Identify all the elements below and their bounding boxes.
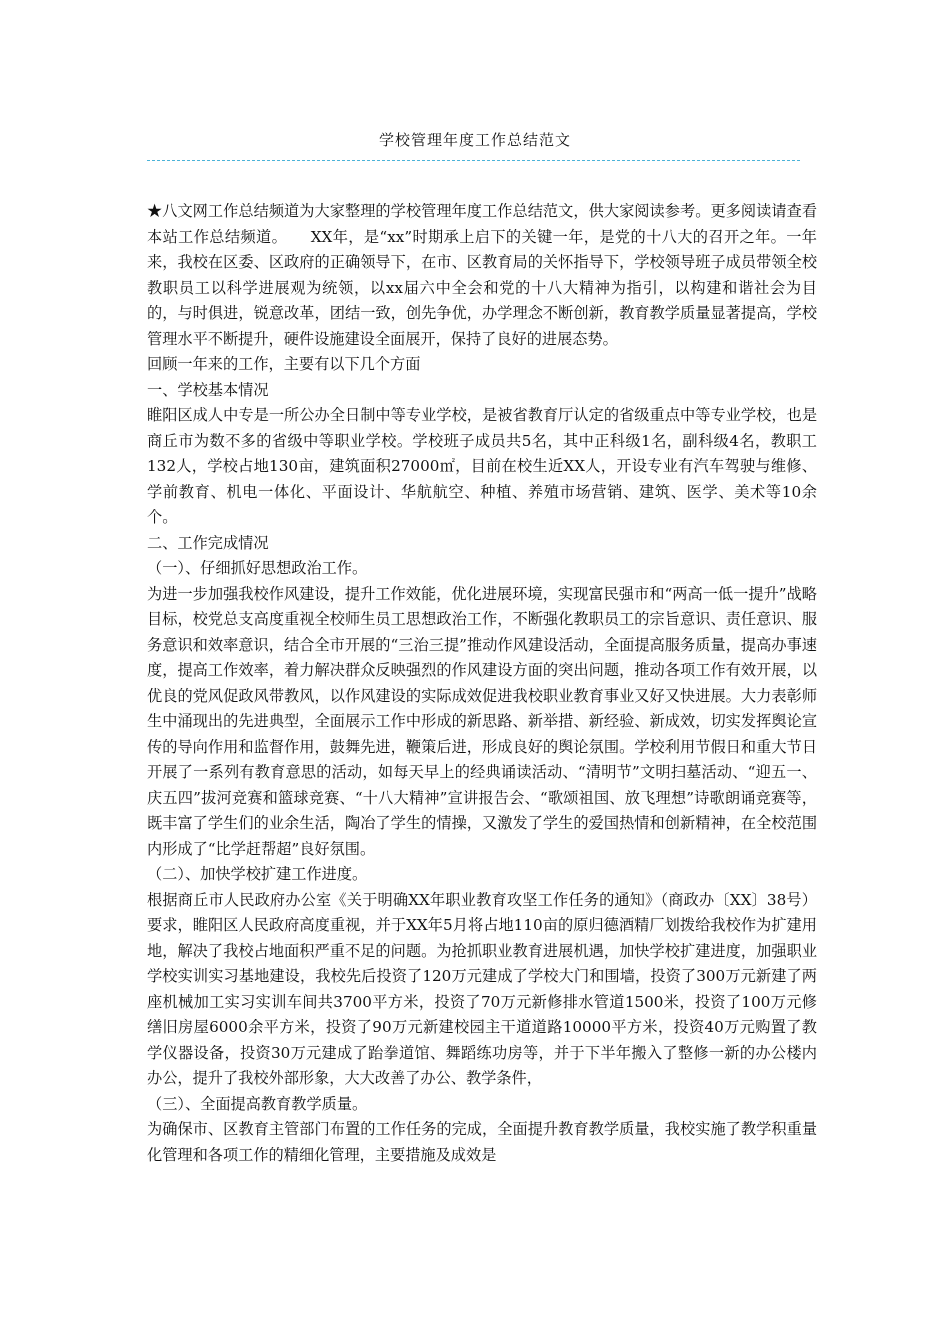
teaching-quality-paragraph: 为确保市、区教育主管部门布置的工作任务的完成，全面提升教育教学质量，我校实施了教学积重量化管理和各项工作的精细化管理，主要措施及成效是: [147, 1120, 817, 1164]
document-title: 学校管理年度工作总结范文: [378, 131, 571, 149]
intro-paragraph: ★八文网工作总结频道为大家整理的学校管理年度工作总结范文，供大家阅读参考。更多阅读请查看本站工作总结频道。 XX年，是“xx”时期承上启下的关键一年，是党的十八大的召开之年。一年来，我校在区委、区政府的正确领导下，在市、区教育局的关怀指导下，学校领导班子成员带领全校教职员工以科学进展观为统领，以xx届六中全会和党的十八大精神为指引，以构建和谐社会为目的，与时俱进，锐意改革，团结一致，创先争优，办学理念不断创新，教育教学质量显著提高，学校管理水平不断提升，硬件设施建设全面展开，保持了良好的进展态势。: [147, 202, 817, 348]
overview-line: 回顾一年来的工作，主要有以下几个方面: [147, 355, 421, 373]
subsection-heading-expansion: （二）、加快学校扩建工作进度。: [147, 865, 368, 883]
political-work-paragraph: 为进一步加强我校作风建设，提升工作效能，优化进展环境，实现富民强市和“两高一低一提升”战略目标，校党总支高度重视全校师生员工思想政治工作，不断强化教职员工的宗旨意识、责任意识、服务意识和效率意识，结合全市开展的“三治三提”推动作风建设活动，全面提高服务质量，提高办事速度，提高工作效率，着力解决群众反映强烈的作风建设方面的突出问题，推动各项工作有效开展，以优良的党风促政风带教风，以作风建设的实际成效促进我校职业教育事业又好又快进展。大力表彰师生中涌现出的先进典型，全面展示工作中形成的新思路、新举措、新经验、新成效，切实发挥舆论宣传的导向作用和监督作用，鼓舞先进，鞭策后进，形成良好的舆论氛围。学校利用节假日和重大节日开展了一系列有教育意思的活动，如每天早上的经典诵读活动、“清明节”文明扫墓活动、“迎五一、庆五四”拔河竞赛和篮球竞赛、“十八大精神”宣讲报告会、“歌颂祖国、放飞理想”诗歌朗诵竞赛等，既丰富了学生们的业余生活，陶冶了学生的情操，又激发了学生的爱国热情和创新精神，在全校范围内形成了“比学赶帮超”良好氛围。: [147, 584, 817, 858]
section-heading-work-completion: 二、工作完成情况: [147, 533, 269, 552]
subsection-heading-teaching-quality: （三）、全面提高教育教学质量。: [147, 1094, 368, 1113]
document-body: [147, 199, 817, 1168]
section-heading-basic-info: 一、学校基本情况: [147, 380, 269, 399]
subsection-heading-political-work: （一）、仔细抓好思想政治工作。: [147, 559, 368, 577]
basic-info-paragraph: 睢阳区成人中专是一所公办全日制中等专业学校，是被省教育厅认定的省级重点中等专业学校，也是商丘市为数不多的省级中等职业学校。学校班子成员共5名，其中正科级1名，副科级4名，教职工132人，学校占地130亩，建筑面积27000㎡，目前在校生近XX人，开设专业有汽车驾驶与维修、学前教育、机电一体化、平面设计、华航航空、种植、养殖市场营销、建筑、医学、美术等10余个。: [147, 406, 817, 526]
title-divider: [147, 160, 800, 161]
expansion-paragraph: 根据商丘市人民政府办公室《关于明确XX年职业教育攻坚工作任务的通知》（商政办〔XX〕38号）要求，睢阳区人民政府高度重视，并于XX年5月将占地110亩的原归德酒精厂划拨给我校作为扩建用地，解决了我校占地面积严重不足的问题。为抢抓职业教育进展机遇，加快学校扩建进度，加强职业学校实训实习基地建设，我校先后投资了120万元建成了学校大门和围墙，投资了300万元新建了两座机械加工实习实训车间共3700平方米，投资了70万元新修排水管道1500米，投资了100万元修缮旧房屋6000余平方米，投资了90万元新建校园主干道道路10000平方米，投资40万元购置了教学仪器设备，投资30万元建成了跆拳道馆、舞蹈练功房等，并于下半年搬入了整修一新的办公楼内办公，提升了我校外部形象，大大改善了办公、教学条件，: [147, 890, 817, 1087]
